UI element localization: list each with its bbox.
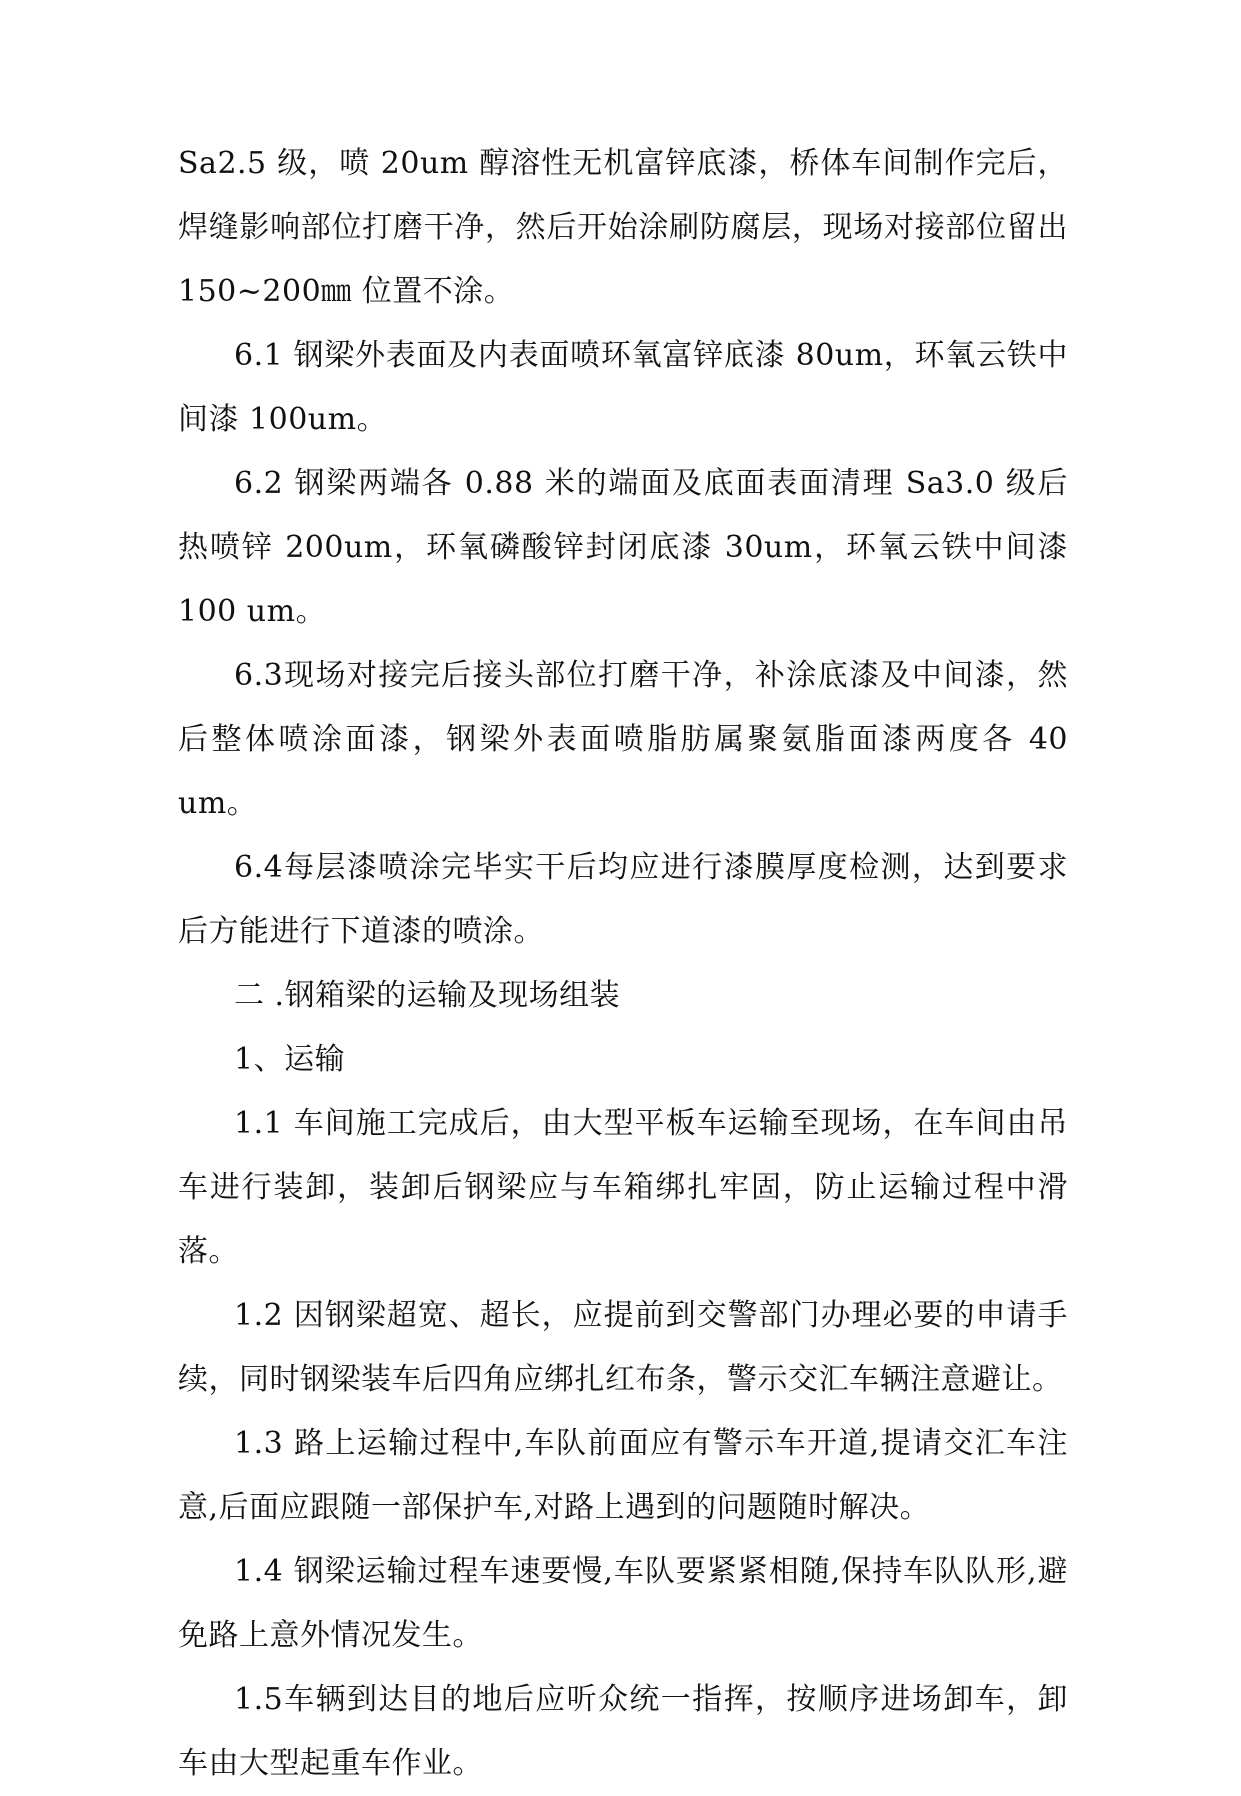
- paragraph-coating-intro: Sa2.5 级，喷 20um 醇溶性无机富锌底漆，桥体车间制作完后，焊缝影响部位打磨干净，然后开始涂刷防腐层，现场对接部位留出 150~200㎜ 位置不涂。: [178, 146, 1068, 309]
- paragraph-1-2: 1.2 因钢梁超宽、超长，应提前到交警部门办理必要的申请手续，同时钢梁装车后四角应绑扎红布条，警示交汇车辆注意避让。: [178, 1298, 1068, 1397]
- document-body: [178, 132, 1068, 1796]
- paragraph-1-3: 1.3 路上运输过程中,车队前面应有警示车开道,提请交汇车注意,后面应跟随一部保护车,对路上遇到的问题随时解决。: [178, 1426, 1068, 1525]
- paragraph-1-4: 1.4 钢梁运输过程车速要慢,车队要紧紧相随,保持车队队形,避免路上意外情况发生。: [178, 1554, 1068, 1653]
- paragraph-6-3: 6.3现场对接完后接头部位打磨干净，补涂底漆及中间漆，然后整体喷涂面漆，钢梁外表面喷脂肪属聚氨脂面漆两度各 40 um。: [178, 658, 1068, 821]
- paragraph-6-2: 6.2 钢梁两端各 0.88 米的端面及底面表面清理 Sa3.0 级后热喷锌 200um，环氧磷酸锌封闭底漆 30um，环氧云铁中间漆 100 um。: [178, 466, 1068, 629]
- paragraph-1-1: 1.1 车间施工完成后，由大型平板车运输至现场，在车间由吊车进行装卸，装卸后钢梁应与车箱绑扎牢固，防止运输过程中滑落。: [178, 1106, 1068, 1269]
- paragraph-6-1: 6.1 钢梁外表面及内表面喷环氧富锌底漆 80um，环氧云铁中间漆 100um。: [178, 338, 1068, 437]
- paragraph-6-4: 6.4每层漆喷涂完毕实干后均应进行漆膜厚度检测，达到要求后方能进行下道漆的喷涂。: [178, 850, 1068, 949]
- subsection-heading-transport: 1、运输: [234, 1042, 346, 1077]
- section-heading-2: 二 .钢箱梁的运输及现场组装: [234, 978, 621, 1013]
- paragraph-1-5: 1.5车辆到达目的地后应听众统一指挥，按顺序进场卸车，卸车由大型起重车作业。: [178, 1682, 1068, 1781]
